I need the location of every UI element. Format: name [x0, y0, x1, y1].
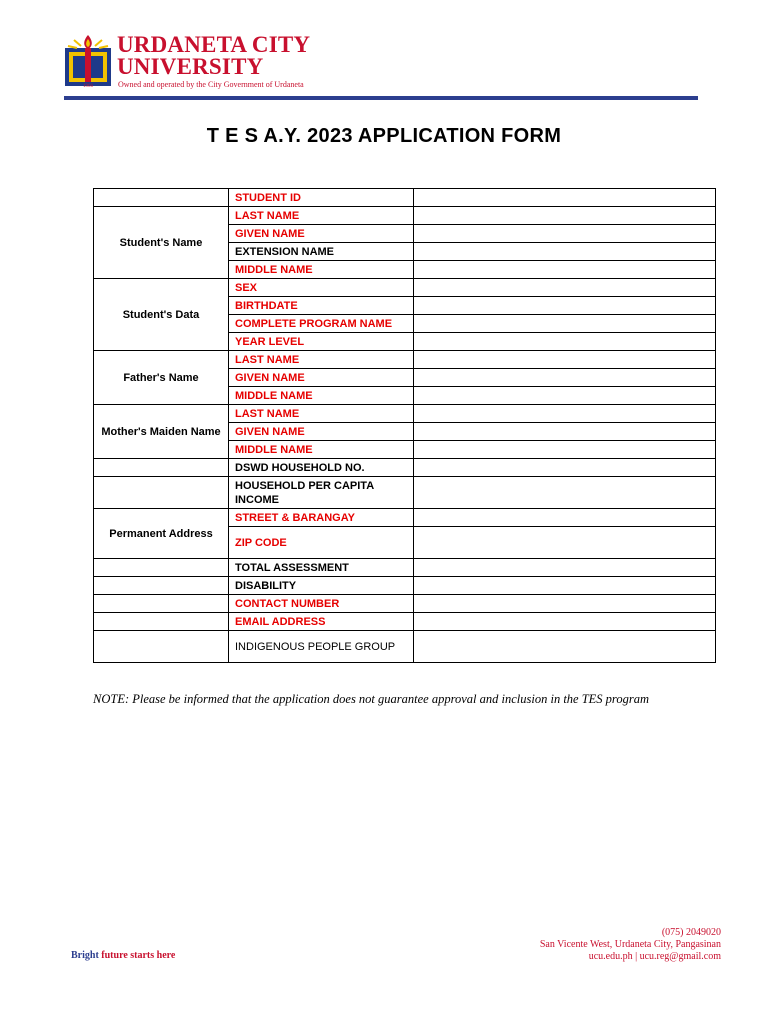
field-label-indigenous-group: INDIGENOUS PEOPLE GROUP — [229, 631, 414, 663]
field-label-year-level: YEAR LEVEL — [229, 333, 414, 351]
field-label-disability: DISABILITY — [229, 577, 414, 595]
field-label-father-given-name: GIVEN NAME — [229, 369, 414, 387]
group-cell-empty — [94, 559, 229, 577]
field-label-mother-middle-name: MIDDLE NAME — [229, 441, 414, 459]
footer-contact-block — [540, 927, 721, 963]
field-label-birthdate: BIRTHDATE — [229, 297, 414, 315]
form-row-total-assessment — [94, 559, 716, 577]
field-value-indigenous-group[interactable] — [414, 631, 716, 663]
field-label-household-income: HOUSEHOLD PER CAPITA INCOME — [229, 477, 414, 509]
form-row-contact-number — [94, 595, 716, 613]
footer-address: San Vicente West, Urdaneta City, Pangasinan — [539, 939, 721, 950]
tagline-rest: future starts here — [98, 950, 176, 961]
form-row-disability — [94, 577, 716, 595]
field-value-dswd-household[interactable] — [414, 459, 716, 477]
university-name-line2: UNIVERSITY — [117, 54, 264, 79]
field-label-student-id: STUDENT ID — [229, 189, 414, 207]
group-students-name: Student's Name — [94, 207, 229, 279]
field-label-total-assessment: TOTAL ASSESSMENT — [229, 559, 414, 577]
group-cell-empty — [94, 595, 229, 613]
group-cell-empty — [94, 477, 229, 509]
group-cell-empty — [94, 577, 229, 595]
field-value-program-name[interactable] — [414, 315, 716, 333]
field-label-father-middle-name: MIDDLE NAME — [229, 387, 414, 405]
form-row-email-address — [94, 613, 716, 631]
disclaimer-note: NOTE: Please be informed that the application does not guarantee approval and inclusion in the TES program — [93, 692, 649, 706]
university-seal-icon — [64, 34, 112, 88]
field-value-contact-number[interactable] — [414, 595, 716, 613]
seal-year: 1966 — [83, 84, 93, 88]
tagline-first-word: Bright — [71, 950, 99, 961]
field-value-household-income[interactable] — [414, 477, 716, 509]
field-label-student-middle-name: MIDDLE NAME — [229, 261, 414, 279]
field-value-email-address[interactable] — [414, 613, 716, 631]
field-value-mother-given-name[interactable] — [414, 423, 716, 441]
field-value-father-given-name[interactable] — [414, 369, 716, 387]
form-row-dswd-household — [94, 459, 716, 477]
group-fathers-name: Father's Name — [94, 351, 229, 405]
field-value-zip-code[interactable] — [414, 527, 716, 559]
footer-tagline — [71, 950, 175, 961]
form-row-sex — [94, 279, 716, 297]
footer-phone: (075) 2049020 — [661, 927, 721, 938]
group-cell-empty — [94, 631, 229, 663]
group-cell-empty — [94, 189, 229, 207]
field-label-extension-name: EXTENSION NAME — [229, 243, 414, 261]
group-mothers-maiden-name: Mother's Maiden Name — [94, 405, 229, 459]
field-value-father-middle-name[interactable] — [414, 387, 716, 405]
field-value-student-middle-name[interactable] — [414, 261, 716, 279]
field-value-mother-middle-name[interactable] — [414, 441, 716, 459]
field-label-student-given-name: GIVEN NAME — [229, 225, 414, 243]
university-name — [117, 34, 310, 78]
page-title: T E S A.Y. 2023 APPLICATION FORM — [206, 125, 562, 147]
header-divider — [64, 96, 698, 100]
field-value-student-last-name[interactable] — [414, 207, 716, 225]
group-cell-empty — [94, 613, 229, 631]
field-label-zip-code: ZIP CODE — [229, 527, 414, 559]
field-value-father-last-name[interactable] — [414, 351, 716, 369]
field-label-student-last-name: LAST NAME — [229, 207, 414, 225]
field-value-birthdate[interactable] — [414, 297, 716, 315]
field-value-student-id[interactable] — [414, 189, 716, 207]
field-label-contact-number: CONTACT NUMBER — [229, 595, 414, 613]
field-value-student-given-name[interactable] — [414, 225, 716, 243]
form-row-student-last-name — [94, 207, 716, 225]
field-value-year-level[interactable] — [414, 333, 716, 351]
form-row-street-barangay — [94, 509, 716, 527]
field-value-street-barangay[interactable] — [414, 509, 716, 527]
application-form-table — [93, 188, 716, 663]
university-name-line1: URDANETA CITY — [117, 32, 311, 57]
field-label-program-name: COMPLETE PROGRAM NAME — [229, 315, 414, 333]
field-value-disability[interactable] — [414, 577, 716, 595]
group-permanent-address: Permanent Address — [94, 509, 229, 559]
group-cell-empty — [94, 459, 229, 477]
form-row-household-income — [94, 477, 716, 509]
field-label-street-barangay: STREET & BARANGAY — [229, 509, 414, 527]
form-row-father-last-name — [94, 351, 716, 369]
field-label-mother-given-name: GIVEN NAME — [229, 423, 414, 441]
form-row-indigenous-group — [94, 631, 716, 663]
field-value-extension-name[interactable] — [414, 243, 716, 261]
group-students-data: Student's Data — [94, 279, 229, 351]
form-row-student-id — [94, 189, 716, 207]
field-label-email-address: EMAIL ADDRESS — [229, 613, 414, 631]
footer-web-email: ucu.edu.ph | ucu.reg@gmail.com — [588, 951, 721, 962]
form-row-mother-last-name — [94, 405, 716, 423]
university-subtitle: Owned and operated by the City Government of Urdaneta — [118, 80, 304, 89]
field-value-total-assessment[interactable] — [414, 559, 716, 577]
field-label-sex: SEX — [229, 279, 414, 297]
field-value-sex[interactable] — [414, 279, 716, 297]
field-label-father-last-name: LAST NAME — [229, 351, 414, 369]
field-label-mother-last-name: LAST NAME — [229, 405, 414, 423]
field-label-dswd-household: DSWD HOUSEHOLD NO. — [229, 459, 414, 477]
field-value-mother-last-name[interactable] — [414, 405, 716, 423]
